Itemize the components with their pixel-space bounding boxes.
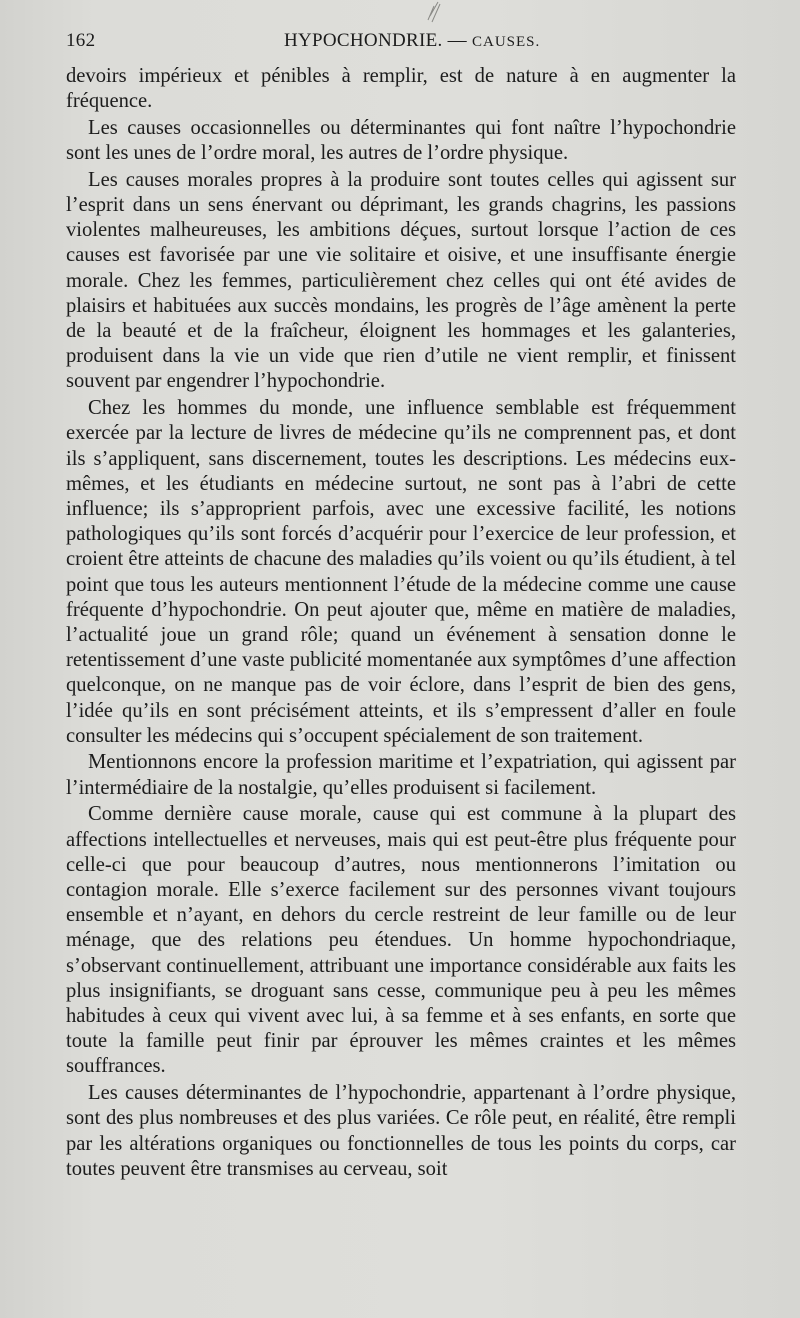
paragraph: devoirs impérieux et pénibles à remplir, est de nature à en augmenter la fréquence.	[66, 65, 736, 113]
paragraph: Chez les hommes du monde, une influence semblable est fréquemment exercée par la lecture de livres de médecine qu’ils ne comprennent pas, et dont ils s’appliquent, sans discernement, toutes les descriptions. Les médecins eux-mêmes, et les étudiants en médecine surtout, ne sont pas à l’abri de cette influence; ils s’approprient parfois, avec une excessive facilité, les notions pathologiques qu’ils sont forcés d’acquérir pour l’exercice de leur profession, et croient être atteints de chacune des maladies qu’ils voient ou qu’ils étudient, à tel point que tous les auteurs mentionnent l’étude de la médecine comme une cause fréquente d’hypochondrie. On peut ajouter que, même en matière de maladies, l’actualité joue un grand rôle; quand un événement à sensation donne le retentissement d’une vaste publicité momentanée aux symptômes d’une affection quelconque, on ne manque pas de voir éclore, dans l’esprit de bien des gens, l’idée qu’ils en sont précisément atteints, et ils s’empressent d’aller en foule consulter les médecins qui s’occupent spécialement de son traitement.	[66, 397, 736, 747]
running-title	[284, 30, 540, 52]
paragraph: Comme dernière cause morale, cause qui est commune à la plupart des affections intellectuelles et nerveuses, mais qui est peut-être plus fréquente pour celle-ci que pour beaucoup d’autres, nous mentionnerons l’imitation ou contagion morale. Elle s’exerce facilement sur des personnes vivant toujours ensemble et n’ayant, en dehors du cercle restreint de leur famille ou de leur ménage, que des relations peu étendues. Un homme hypochondriaque, s’observant continuellement, attribuant une importance considérable aux faits les plus insignifiants, se droguant sans cesse, communique peu à peu les mêmes habitudes à ceux qui vivent avec lui, à sa femme et à ses enfants, en sorte que toute la famille peut finir par éprouver les mêmes craintes et les mêmes souffrances.	[66, 803, 736, 1078]
paragraph: Mentionnons encore la profession maritime et l’expatriation, qui agissent par l’intermédiaire de la nostalgie, qu’elles produisent si facilement.	[66, 751, 736, 799]
header-section: CAUSES.	[471, 34, 541, 50]
body-text	[66, 64, 736, 1183]
running-header	[66, 30, 734, 58]
page-number: 162	[66, 30, 96, 51]
pen-mark-icon	[420, 0, 444, 30]
paragraph: Les causes occasionnelles ou déterminantes qui font naître l’hypochondrie sont les unes de l’ordre moral, les autres de l’ordre physique.	[66, 116, 736, 165]
paragraph: Les causes morales propres à la produire sont toutes celles qui agissent sur l’esprit dans un sens énervant ou déprimant, les grands chagrins, les passions violentes malheureuses, les ambitions déçues, surtout lorsque l’action de ces causes est favorisée par une vie solitaire et oisive, et une insuffisante énergie morale. Chez les femmes, particulièrement chez celles qui ont été avides de plaisirs et habituées aux succès mondains, les progrès de l’âge amènent la perte de la beauté et de la fraîcheur, éloignent les hommages et les galanteries, produisent dans la vie un vide que rien d’utile ne vient remplir, et finissent souvent par engendrer l’hypochondrie.	[66, 168, 736, 393]
header-dash: —	[447, 30, 467, 51]
header-title: HYPOCHONDRIE.	[284, 30, 443, 51]
paragraph: Les causes déterminantes de l’hypochondrie, appartenant à l’ordre physique, sont des plus nombreuses et des plus variées. Ce rôle peut, en réalité, être rempli par les altérations organiques ou fonctionnelles de tous les points du corps, car toutes peuvent être transmises au cerveau, soit	[66, 1082, 736, 1180]
